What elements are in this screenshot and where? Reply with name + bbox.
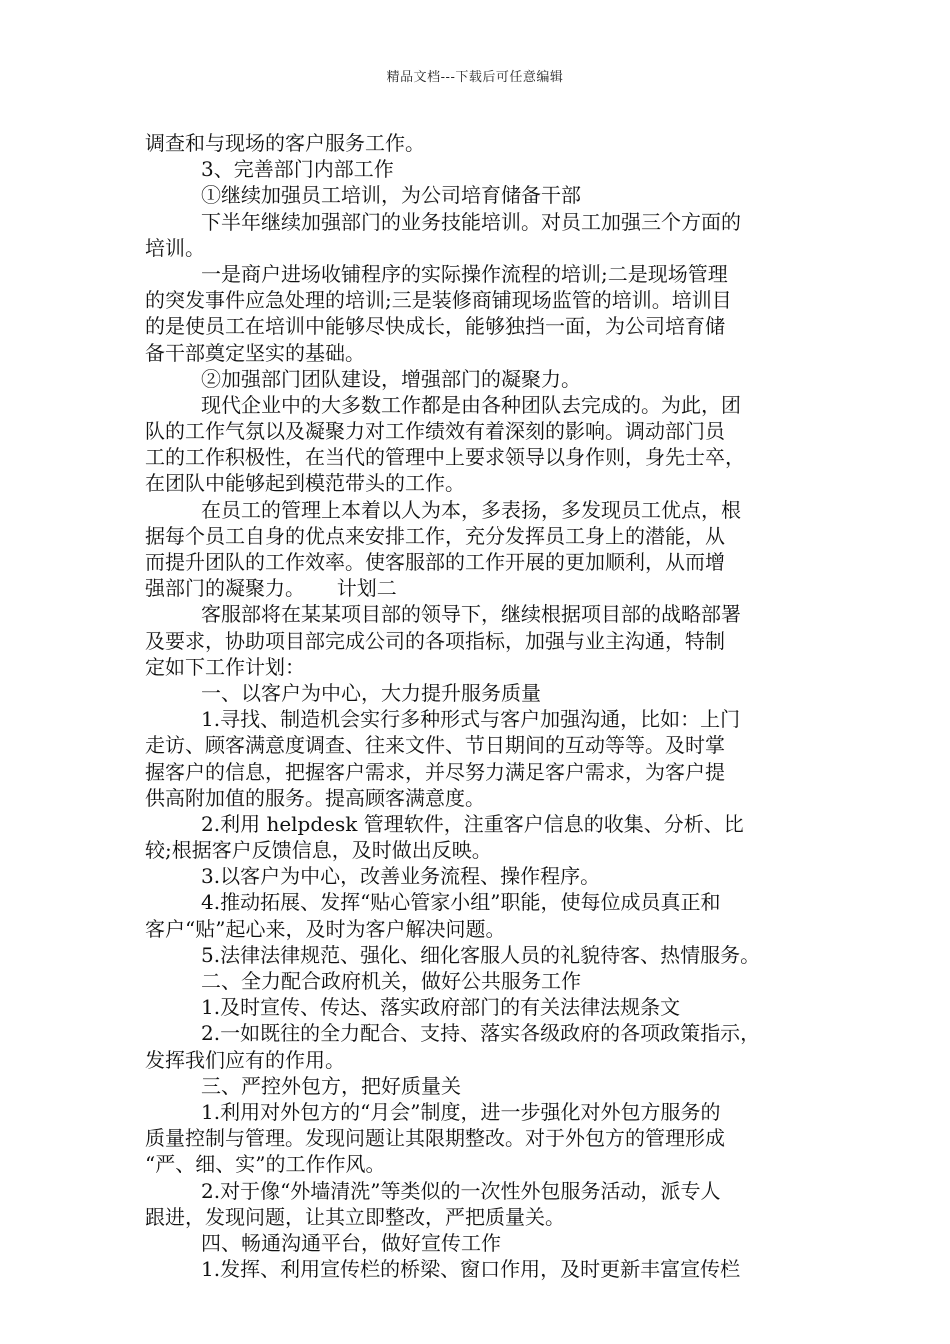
paragraph-line: 备干部奠定坚实的基础。 xyxy=(145,340,365,365)
paragraph-line: 培训。 xyxy=(145,235,205,260)
page-header: 精品文档---下载后可任意编辑 xyxy=(386,70,564,85)
paragraph-line: 质量控制与管理。发现问题让其限期整改。对于外包方的管理形成 xyxy=(145,1126,725,1151)
section-heading: 二、全力配合政府机关，做好公共服务工作 xyxy=(201,969,581,993)
paragraph-line: 下半年继续加强部门的业务技能培训。对员工加强三个方面的 xyxy=(201,209,741,234)
paragraph-line: 供高附加值的服务。提高顾客满意度。 xyxy=(145,785,485,810)
paragraph-line: 定如下工作计划： xyxy=(145,654,305,679)
list-item: 3.以客户为中心，改善业务流程、操作程序。 xyxy=(201,864,601,889)
paragraph-line: 调查和与现场的客户服务工作。 xyxy=(145,131,425,155)
list-item: 2.对于像“外墙清洗”等类似的一次性外包服务活动，派专人 xyxy=(201,1178,721,1203)
subsection-heading: ①继续加强员工培训，为公司培育储备干部 xyxy=(201,183,581,208)
paragraph-line: 握客户的信息，把握客户需求，并尽努力满足客户需求，为客户提 xyxy=(145,759,725,784)
list-item: 2.一如既往的全力配合、支持、落实各级政府的各项政策指示， xyxy=(201,1021,761,1046)
list-item: 1.寻找、制造机会实行多种形式与客户加强沟通，比如：上门 xyxy=(201,707,741,732)
paragraph-line: 强部门的凝聚力。 计划二 xyxy=(145,576,397,601)
paragraph-line: 客服部将在某某项目部的领导下，继续根据项目部的战略部署 xyxy=(201,602,741,627)
paragraph-line: 一是商户进场收铺程序的实际操作流程的培训;二是现场管理 xyxy=(201,261,728,286)
paragraph-line: 据每个员工自身的优点来安排工作，充分发挥员工身上的潜能，从 xyxy=(145,523,725,548)
list-item: 5.法律法律规范、强化、细化客服人员的礼貌待客、热情服务。 xyxy=(201,942,761,967)
list-item: 4.推动拓展、发挥“贴心管家小组”职能，使每位成员真正和 xyxy=(201,890,721,915)
paragraph-line: 的突发事件应急处理的培训;三是装修商铺现场监管的培训。培训目 xyxy=(145,288,732,313)
paragraph-line: 现代企业中的大多数工作都是由各种团队去完成的。为此，团 xyxy=(201,392,741,417)
paragraph-line: 及要求，协助项目部完成公司的各项指标，加强与业主沟通，特制 xyxy=(145,628,725,653)
section-heading: 三、严控外包方，把好质量关 xyxy=(201,1073,461,1098)
subsection-heading: ②加强部门团队建设，增强部门的凝聚力。 xyxy=(201,366,581,391)
list-item: 2.利用 helpdesk 管理软件，注重客户信息的收集、分析、比 xyxy=(201,811,744,836)
paragraph-line: 在员工的管理上本着以人为本，多表扬，多发现员工优点，根 xyxy=(201,497,741,522)
paragraph-line: 发挥我们应有的作用。 xyxy=(145,1047,345,1072)
paragraph-line: 的是使员工在培训中能够尽快成长，能够独挡一面，为公司培育储 xyxy=(145,314,725,339)
paragraph-line: 在团队中能够起到模范带头的工作。 xyxy=(145,471,465,496)
section-heading: 一、以客户为中心，大力提升服务质量 xyxy=(201,680,541,705)
paragraph-line: 较;根据客户反馈信息，及时做出反映。 xyxy=(145,838,492,863)
paragraph-line: 走访、顾客满意度调查、往来文件、节日期间的互动等等。及时掌 xyxy=(145,733,725,758)
paragraph-line: 队的工作气氛以及凝聚力对工作绩效有着深刻的影响。调动部门员 xyxy=(145,419,725,444)
paragraph-line: 工的工作积极性，在当代的管理中上要求领导以身作则，身先士卒， xyxy=(145,445,745,470)
document-body xyxy=(145,130,817,1282)
paragraph-line: “严、细、实”的工作作风。 xyxy=(145,1152,386,1177)
list-item: 1.利用对外包方的“月会”制度，进一步强化对外包方服务的 xyxy=(201,1099,721,1124)
list-item: 1.发挥、利用宣传栏的桥梁、窗口作用，及时更新丰富宣传栏 xyxy=(201,1257,741,1282)
paragraph-line: 而提升团队的工作效率。使客服部的工作开展的更加顺利，从而增 xyxy=(145,550,725,574)
section-heading: 3、完善部门内部工作 xyxy=(201,157,394,182)
section-heading: 四、畅通沟通平台，做好宣传工作 xyxy=(201,1230,501,1255)
paragraph-line: 跟进，发现问题，让其立即整改，严把质量关。 xyxy=(145,1204,565,1229)
paragraph-line: 客户“贴”起心来，及时为客户解决问题。 xyxy=(145,916,506,941)
list-item: 1.及时宣传、传达、落实政府部门的有关法律法规条文 xyxy=(201,995,681,1020)
